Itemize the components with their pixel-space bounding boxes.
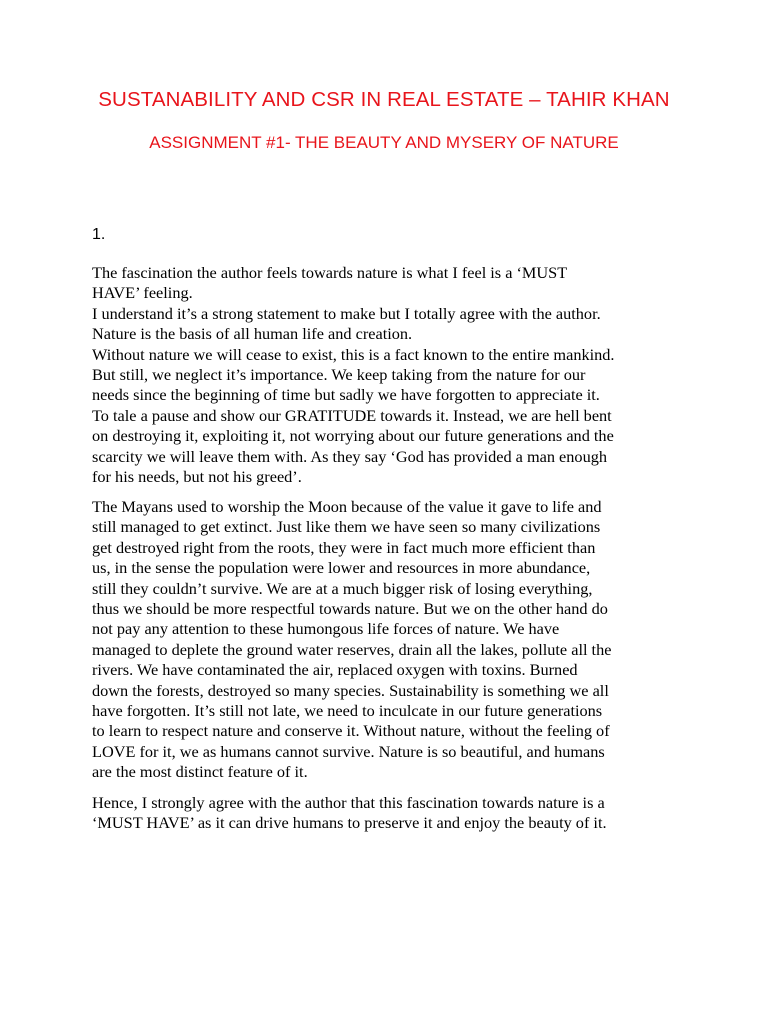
paragraph-line: Hence, I strongly agree with the author that this fascination towards nature is a (92, 793, 605, 812)
paragraph-line: still they couldn’t survive. We are at a much bigger risk of losing everything, (92, 578, 593, 598)
paragraph-3 (92, 793, 682, 834)
paragraph-line: managed to deplete the ground water reserves, drain all the lakes, pollute all the (92, 639, 612, 659)
paragraph-line: The Mayans used to worship the Moon because of the value it gave to life and (92, 497, 602, 516)
paragraph-line: us, in the sense the population were lower and resources in more abundance, (92, 558, 591, 578)
paragraph-line: LOVE for it, we as humans cannot survive. Nature is so beautiful, and humans (92, 741, 605, 761)
document-title: SUSTANABILITY AND CSR IN REAL ESTATE – TAHIR KHAN (98, 88, 670, 111)
paragraph-line: The fascination the author feels towards nature is what I feel is a ‘MUST (92, 263, 568, 282)
paragraph-line: To tale a pause and show our GRATITUDE towards it. Instead, we are hell bent (92, 405, 612, 425)
paragraph-line: are the most distinct feature of it. (92, 762, 308, 782)
paragraph-line: have forgotten. It’s still not late, we need to inculcate in our future generations (92, 701, 603, 721)
assignment-subtitle: ASSIGNMENT #1- THE BEAUTY AND MYSERY OF NATURE (149, 133, 619, 152)
paragraph-line: get destroyed right from the roots, they were in fact much more efficient than (92, 537, 596, 557)
paragraph-line: scarcity we will leave them with. As they say ‘God has provided a man enough (92, 446, 607, 466)
paragraph-line: for his needs, but not his greed’. (92, 467, 302, 487)
paragraph-line: But still, we neglect it’s importance. We keep taking from the nature for our (92, 365, 586, 385)
paragraph-line: thus we should be more respectful towards nature. But we on the other hand do (92, 599, 608, 619)
paragraph-line: not pay any attention to these humongous life forces of nature. We have (92, 619, 560, 639)
paragraph-line: needs since the beginning of time but sadly we have forgotten to appreciate it. (92, 385, 600, 405)
paragraph-1 (92, 263, 682, 487)
paragraph-line: to learn to respect nature and conserve it. Without nature, without the feeling of (92, 721, 610, 741)
paragraph-line: down the forests, destroyed so many species. Sustainability is something we all (92, 680, 609, 700)
paragraph-line: Without nature we will cease to exist, this is a fact known to the entire mankind. (92, 344, 615, 364)
paragraph-2 (92, 497, 682, 783)
paragraph-line: I understand it’s a strong statement to make but I totally agree with the author. (92, 303, 601, 323)
paragraph-line: HAVE’ feeling. (92, 283, 193, 303)
paragraph-line: ‘MUST HAVE’ as it can drive humans to preserve it and enjoy the beauty of it. (92, 813, 607, 833)
paragraph-line: still managed to get extinct. Just like them we have seen so many civilizations (92, 517, 601, 537)
paragraph-line: rivers. We have contaminated the air, replaced oxygen with toxins. Burned (92, 660, 578, 680)
paragraph-line: on destroying it, exploiting it, not worrying about our future generations and the (92, 426, 614, 446)
paragraph-line: Nature is the basis of all human life and creation. (92, 324, 413, 344)
question-number: 1. (92, 226, 106, 243)
